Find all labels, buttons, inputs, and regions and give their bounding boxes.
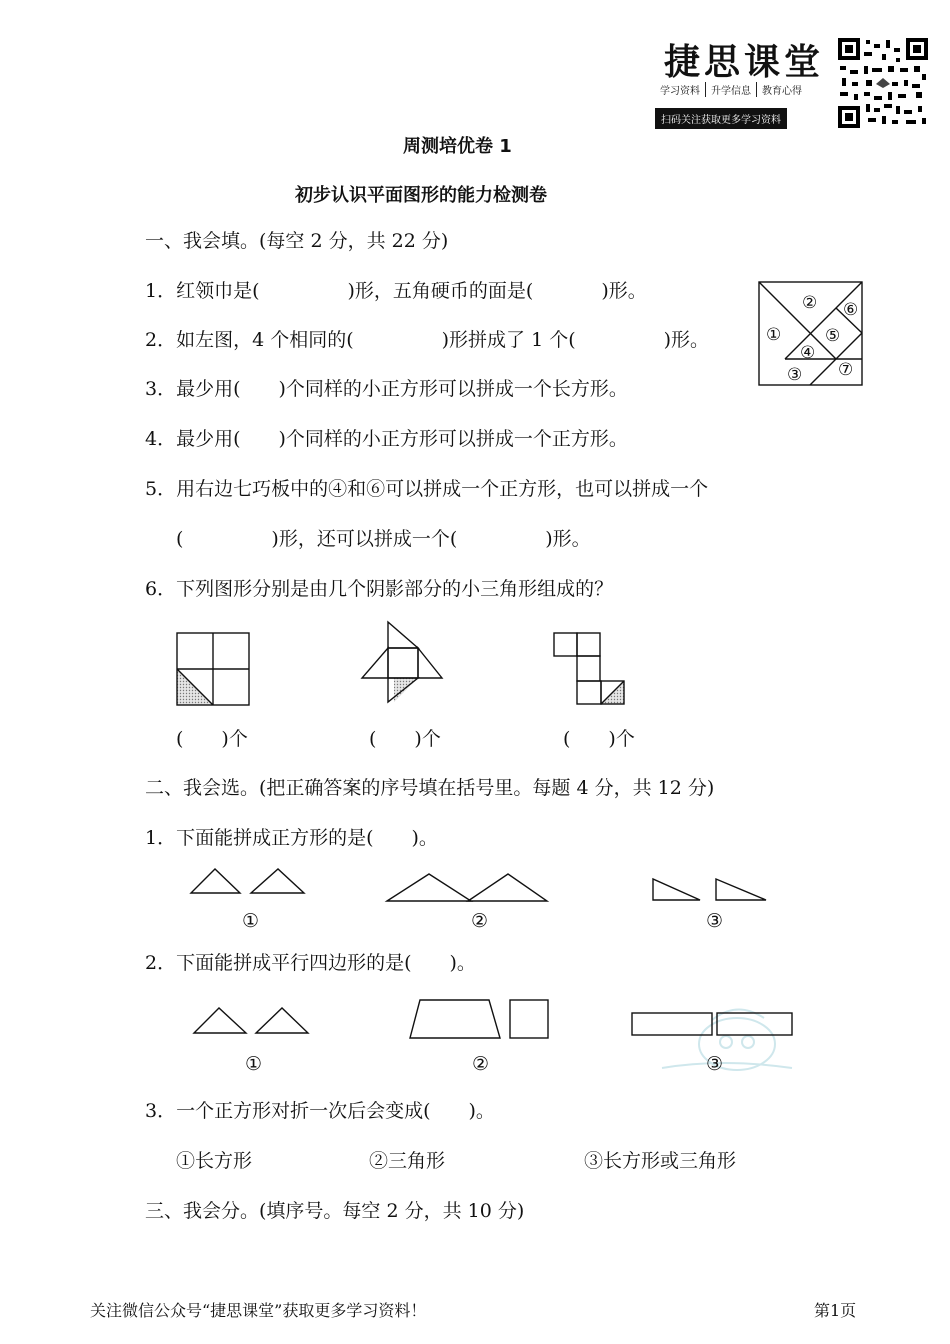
s1-question-5: 5．用右边七巧板中的④和⑥可以拼成一个正方形，也可以拼成一个 xyxy=(145,478,709,500)
link-education-notes[interactable]: 教育心得 xyxy=(762,86,802,97)
triangle-shape xyxy=(194,1008,246,1033)
tangram-figure xyxy=(758,281,864,387)
right-triangle-shape xyxy=(653,879,700,900)
section2-heading: 二、我会选。(把正确答案的序号填在括号里。每题 4 分，共 12 分) xyxy=(145,777,715,799)
header-links xyxy=(655,82,807,97)
s2-q1-option-1[interactable]: ① xyxy=(242,910,260,932)
tangram-label-2: ② xyxy=(802,293,818,313)
s2-q2-option-2[interactable]: ② xyxy=(472,1053,490,1075)
s2-q3-option-1[interactable]: ①长方形 xyxy=(176,1150,253,1172)
tangram-label-5: ⑤ xyxy=(825,326,841,346)
q6-answer-3[interactable]: ( )个 xyxy=(563,728,635,750)
q6-answer-1[interactable]: ( )个 xyxy=(176,728,248,750)
s1-q2-part-a: 2．如左图，4 个相同的( xyxy=(145,329,354,351)
s1-question-2 xyxy=(145,328,709,352)
s2-q2-option-1[interactable]: ① xyxy=(245,1053,263,1075)
scan-banner: 扫码关注获取更多学习资料 xyxy=(655,108,787,129)
qr-code-icon[interactable] xyxy=(838,38,928,128)
s1-q1-part-c: )形。 xyxy=(601,280,647,302)
tangram-label-3: ③ xyxy=(787,365,803,385)
s2-question-2: 2．下面能拼成平行四边形的是( )。 xyxy=(145,952,476,974)
s1-q5-part-c: )形。 xyxy=(545,528,591,550)
trapezoid-shape xyxy=(410,1000,500,1038)
triangle-shape xyxy=(191,869,240,893)
s2-q1-shapes xyxy=(188,866,788,906)
s1-q5-part-b: )形，还可以拼成一个( xyxy=(271,528,458,550)
footer-notice: 关注微信公众号“捷思课堂”获取更多学习资料！ xyxy=(90,1301,427,1320)
s2-q2-shapes xyxy=(190,996,800,1042)
s2-question-3: 3．一个正方形对折一次后会变成( )。 xyxy=(145,1100,495,1122)
s2-q1-option-3[interactable]: ③ xyxy=(706,910,724,932)
triangle-shape xyxy=(256,1008,308,1033)
page-title: 周测培优卷 1 xyxy=(403,136,512,157)
tangram-label-1: ① xyxy=(766,325,782,345)
tangram-label-6: ⑥ xyxy=(843,300,859,320)
s2-q1-option-2[interactable]: ② xyxy=(471,910,489,932)
link-study-materials[interactable]: 学习资料 xyxy=(655,82,706,97)
s1-question-3: 3．最少用( )个同样的小正方形可以拼成一个长方形。 xyxy=(145,378,628,400)
s1-q1-part-b: )形，五角硬币的面是( xyxy=(347,280,534,302)
link-admission-info[interactable]: 升学信息 xyxy=(706,82,757,97)
s2-q3-option-3[interactable]: ③长方形或三角形 xyxy=(584,1150,737,1172)
s1-question-4: 4．最少用( )个同样的小正方形可以拼成一个正方形。 xyxy=(145,428,628,450)
s2-q2-option-3[interactable]: ③ xyxy=(706,1053,724,1075)
right-triangle-shape xyxy=(716,879,766,900)
s1-q5-part-a: ( xyxy=(176,528,184,550)
tangram-label-4: ④ xyxy=(800,343,816,363)
s1-question-5-line2 xyxy=(176,527,591,551)
section1-heading: 一、我会填。(每空 2 分，共 22 分) xyxy=(145,230,449,252)
s1-q2-part-c: )形。 xyxy=(663,329,710,351)
brand-title: 捷思课堂 xyxy=(664,41,825,83)
s1-question-6: 6．下列图形分别是由几个阴影部分的小三角形组成的？ xyxy=(145,578,614,600)
triangle-shape xyxy=(387,874,471,901)
page-subtitle: 初步认识平面图形的能力检测卷 xyxy=(295,185,547,206)
square-shape xyxy=(510,1000,548,1038)
s1-q2-part-b: )形拼成了 1 个( xyxy=(441,329,576,351)
s2-q3-option-2[interactable]: ②三角形 xyxy=(369,1150,446,1172)
triangle-shape xyxy=(251,869,304,893)
rectangle-shape xyxy=(632,1013,712,1035)
rectangle-shape xyxy=(717,1013,792,1035)
s1-q1-part-a: 1．红领巾是( xyxy=(145,280,260,302)
tangram-label-7: ⑦ xyxy=(838,360,854,380)
q6-figure-3 xyxy=(553,632,627,708)
page-number: 第1页 xyxy=(814,1301,857,1320)
q6-answer-2[interactable]: ( )个 xyxy=(369,728,441,750)
s1-question-1 xyxy=(145,279,647,303)
s2-question-1: 1．下面能拼成正方形的是( )。 xyxy=(145,827,438,849)
section3-heading: 三、我会分。(填序号。每空 2 分，共 10 分) xyxy=(145,1200,525,1222)
q6-figure-1 xyxy=(176,632,250,706)
triangle-shape xyxy=(468,874,547,901)
q6-figure-2 xyxy=(360,620,444,704)
